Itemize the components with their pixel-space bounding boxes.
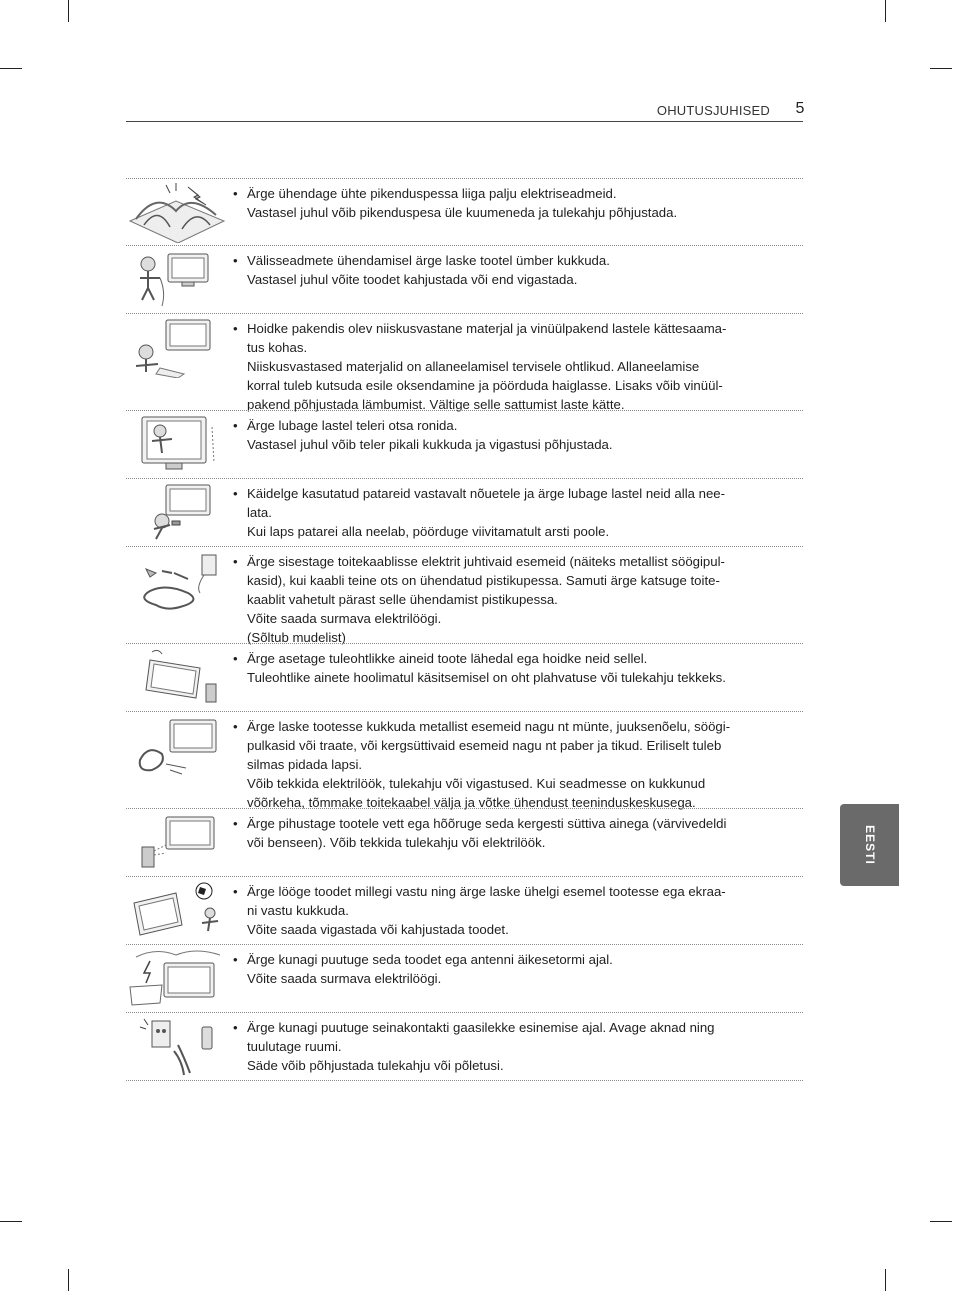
language-tab-label: EESTI — [862, 825, 877, 865]
crop-mark — [68, 0, 69, 22]
item-line: silmas pidada lapsi. — [247, 757, 363, 772]
item-line: Võite saada vigastada või kahjustada toodet. — [247, 922, 509, 937]
item-line: Võite saada surmava elektrilöögi. — [247, 611, 442, 626]
safety-item: • Käidelge kasutatud patareid vastavalt nõuetele ja ärge lubage lastel neid alla nee- lata. Kui laps patarei alla neelab, pöörduge viivitamatult arsti poole. — [126, 478, 803, 546]
item-line: pulkasid või traate, või kergsüttivaid esemeid nagu nt paber ja tikud. Eriliselt tuleb — [247, 738, 722, 753]
safety-item: • Hoidke pakendis olev niiskusvastane materjal ja vinüülpakend lastele kättesaama- tus kohas. Niiskusvastased materjalid on allaneelamisel tervisele ohtlikud. Allaneelamise korral tuleb kutsuda esile oksendamine ja pöörduda haiglasse. Lisaks võib vinüül- pakend põhjustada lämbumist. Vältige selle sattumist laste kätte. — [126, 313, 803, 410]
item-line: Ärge sisestage toitekaablisse elektrit juhtivaid esemeid (näiteks metallist söögipul- — [247, 554, 725, 569]
item-line: Ärge pihustage tootele vett ega hõõruge seda kergesti süttiva ainega (värvivedeldi — [247, 816, 727, 831]
item-line: Ärge lubage lastel teleri otsa ronida. — [247, 418, 458, 433]
flammable-spray-icon — [126, 646, 226, 708]
child-swallowing-battery-icon — [126, 481, 226, 543]
section-title: OHUTUSJUHISED — [656, 103, 770, 118]
crop-mark — [885, 0, 886, 22]
safety-item: • Ärge lubage lastel teleri otsa ronida. Vastasel juhul võib teler pikali kukkuda ja vigastusi põhjustada. — [126, 410, 803, 478]
item-line: lata. — [247, 505, 272, 520]
crop-mark — [930, 1221, 952, 1222]
safety-item: • Ärge laske tootesse kukkuda metallist esemeid nagu nt münte, juuksenõelu, söögi- pulkasid või traate, või kergsüttivaid esemeid nagu nt paber ja tikud. Eriliselt tuleb silmas pidada lapsi. Võib tekkida elektrilöök, tulekahju või vigastused. Kui seadmesse on kukkunud võõrkeha, tõmmake toitekaabel välja ja võtke ühendust teeninduskeskusega. — [126, 711, 803, 808]
lightning-storm-icon — [126, 947, 226, 1009]
safety-item: • Ärge lööge toodet millegi vastu ning ärge laske ühelgi esemel tootesse ega ekraa- ni vastu kukkuda. Võite saada vigastada või kahjustada toodet. — [126, 876, 803, 944]
gas-leak-outlet-icon — [126, 1015, 226, 1077]
item-line: Ärge ühendage ühte pikenduspessa liiga palju elektriseadmeid. — [247, 186, 617, 201]
item-line: Ärge kunagi puutuge seda toodet ega antenni äikesetormi ajal. — [247, 952, 613, 967]
child-climbing-tv-icon — [126, 413, 226, 475]
item-line: (Sõltub mudelist) — [247, 630, 346, 645]
item-line: Kui laps patarei alla neelab, pöörduge viivitamatult arsti poole. — [247, 524, 610, 539]
safety-item: • Ärge ühendage ühte pikenduspessa liiga palju elektriseadmeid. Vastasel juhul võib pikenduspesa üle kuumeneda ja tulekahju põhjustada. — [126, 178, 803, 245]
item-line: Ärge laske tootesse kukkuda metallist esemeid nagu nt münte, juuksenõelu, söögi- — [247, 719, 731, 734]
item-line: Säde võib põhjustada tulekahju või põletusi. — [247, 1058, 504, 1073]
item-line: kasid), kui kaabli teine ots on ühendatud pistikupessa. Samuti ärge katsuge toite- — [247, 573, 720, 588]
cable-metal-object-icon — [126, 549, 226, 611]
item-line: Võite saada surmava elektrilöögi. — [247, 971, 442, 986]
child-pulling-tv-cable-icon — [126, 248, 226, 310]
crop-mark — [930, 68, 952, 69]
safety-item: • Ärge kunagi puutuge seinakontakti gaasilekke esinemise ajal. Avage aknad ning tuulutage ruumi. Säde võib põhjustada tulekahju või põletusi. — [126, 1012, 803, 1081]
metal-objects-falling-icon — [126, 714, 226, 776]
item-line: Käidelge kasutatud patareid vastavalt nõuetele ja ärge lubage lastel neid alla nee- — [247, 486, 726, 501]
item-line: Ärge kunagi puutuge seinakontakti gaasilekke esinemise ajal. Avage aknad ning — [247, 1020, 715, 1035]
item-line: Võib tekkida elektrilöök, tulekahju või vigastused. Kui seadmesse on kukkunud — [247, 776, 706, 791]
ball-hitting-screen-icon — [126, 879, 226, 941]
item-line: Niiskusvastased materjalid on allaneelamisel tervisele ohtlikud. Allaneelamise — [247, 359, 700, 374]
language-tab — [840, 804, 899, 886]
child-with-packaging-icon — [126, 316, 226, 378]
header-divider — [126, 121, 803, 122]
item-line: Vastasel juhul võib pikenduspesa üle kuumeneda ja tulekahju põhjustada. — [247, 205, 678, 220]
item-line: ni vastu kukkuda. — [247, 903, 349, 918]
safety-item: • Ärge kunagi puutuge seda toodet ega antenni äikesetormi ajal. Võite saada surmava elektrilöögi. — [126, 944, 803, 1012]
safety-item: • Ärge asetage tuleohtlikke aineid toote lähedal ega hoidke neid sellel. Tuleohtlike ainete hoolimatul käsitsemisel on oht plahvatuse või tulekahju tekkeks. — [126, 643, 803, 711]
crop-mark — [0, 1221, 22, 1222]
item-line: Ärge lööge toodet millegi vastu ning ärge laske ühelgi esemel tootesse ega ekraa- — [247, 884, 726, 899]
safety-item: • Ärge pihustage tootele vett ega hõõruge seda kergesti süttiva ainega (värvivedeldi või benseen). Võib tekkida tulekahju või elektrilöök. — [126, 808, 803, 876]
item-line: Hoidke pakendis olev niiskusvastane materjal ja vinüülpakend lastele kättesaama- — [247, 321, 727, 336]
item-line: võõrkeha, tõmmake toitekaabel välja ja võtke ühendust teeninduskeskusega. — [247, 795, 696, 810]
safety-item: • Ärge sisestage toitekaablisse elektrit juhtivaid esemeid (näiteks metallist söögipul- kasid), kui kaabli teine ots on ühendatud pistikupessa. Samuti ärge katsuge toite- kaablit vahetult pärast selle ühendamist pistikupessa. Võite saada surmava elektrilöögi. (Sõltub mudelist) — [126, 546, 803, 643]
item-line: või benseen). Võib tekkida tulekahju või elektrilöök. — [247, 835, 546, 850]
item-line: kaablit vahetult pärast selle ühendamist pistikupessa. — [247, 592, 558, 607]
insecticide-spray-icon — [126, 811, 226, 873]
item-line: tuulutage ruumi. — [247, 1039, 342, 1054]
item-line: Ärge asetage tuleohtlikke aineid toote lähedal ega hoidke neid sellel. — [247, 651, 648, 666]
item-line: Vastasel juhul võite toodet kahjustada või end vigastada. — [247, 272, 578, 287]
safety-item: • Välisseadmete ühendamisel ärge laske tootel ümber kukkuda. Vastasel juhul võite toodet kahjustada või end vigastada. — [126, 245, 803, 313]
item-line: tus kohas. — [247, 340, 308, 355]
power-strip-overload-icon — [126, 181, 226, 243]
item-line: pakend põhjustada lämbumist. Vältige selle sattumist laste kätte. — [247, 397, 625, 412]
item-line: korral tuleb kutsuda esile oksendamine ja pöörduda haiglasse. Lisaks võib vinüül- — [247, 378, 723, 393]
item-line: Välisseadmete ühendamisel ärge laske tootel ümber kukkuda. — [247, 253, 610, 268]
crop-mark — [68, 1269, 69, 1291]
item-line: Vastasel juhul võib teler pikali kukkuda ja vigastusi põhjustada. — [247, 437, 613, 452]
page-number: 5 — [795, 100, 805, 117]
crop-mark — [0, 68, 22, 69]
crop-mark — [885, 1269, 886, 1291]
item-line: Tuleohtlike ainete hoolimatul käsitsemisel on oht plahvatuse või tulekahju tekkeks. — [247, 670, 726, 685]
